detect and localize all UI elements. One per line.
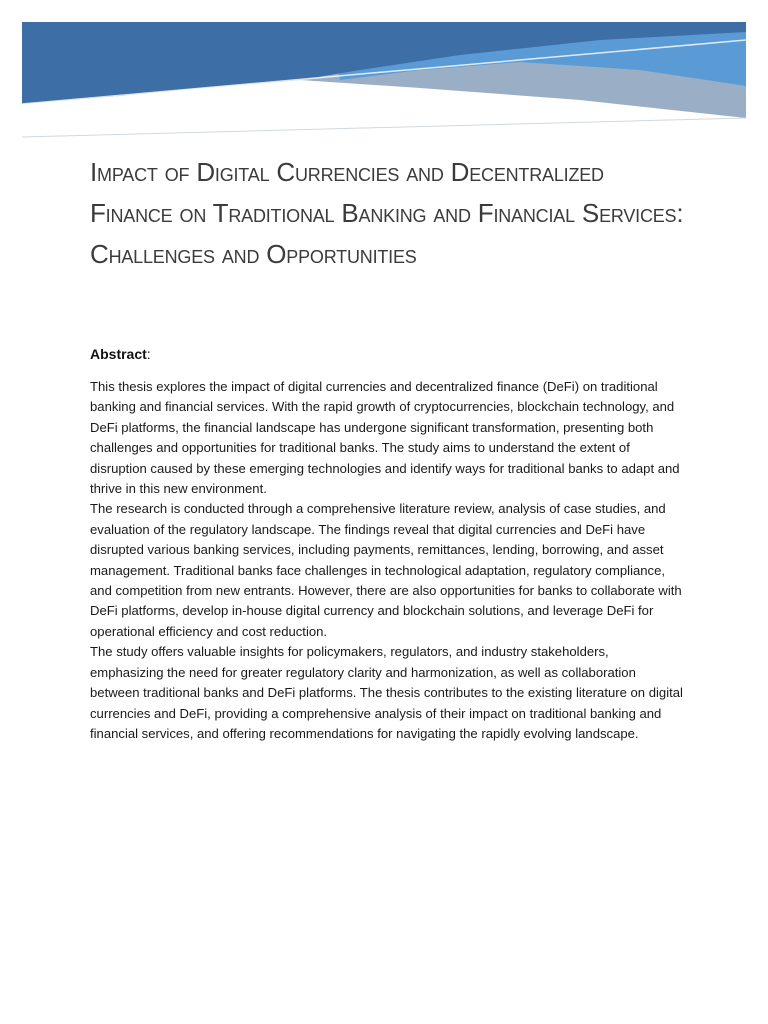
- abstract-label: Abstract: [90, 346, 147, 362]
- abstract-colon: :: [146, 346, 151, 362]
- document-title: Impact of Digital Currencies and Decentralized Finance on Traditional Banking and Financial Services: Challenges and Opportunities: [90, 157, 684, 269]
- abstract-paragraph-2: The research is conducted through a comprehensive literature review, analysis of case studies, and evaluation of the regulatory landscape. The findings reveal that digital currencies and DeFi have disrupted various banking services, including payments, remittances, lending, borrowing, and asset management. Traditional banks face challenges in technological adaptation, regulatory compliance, and competition from new entrants. However, there are also opportunities for banks to collaborate with DeFi platforms, develop in-house digital currency and blockchain solutions, and leverage DeFi for operational efficiency and cost reduction.: [90, 501, 682, 639]
- abstract-body: [90, 377, 684, 744]
- abstract-heading: [90, 344, 151, 364]
- abstract-paragraph-1: This thesis explores the impact of digital currencies and decentralized finance (DeFi) on traditional banking and financial services. With the rapid growth of cryptocurrencies, blockchain technology, and DeFi platforms, the financial landscape has undergone significant transformation, presenting both challenges and opportunities for traditional banks. The study aims to understand the extent of disruption caused by these emerging technologies and identify ways for traditional banks to adapt and thrive in this new environment.: [90, 379, 680, 497]
- abstract-paragraph-3: The study offers valuable insights for policymakers, regulators, and industry stakeholders, emphasizing the need for greater regulatory clarity and harmonization, as well as collaboration between traditional banks and DeFi platforms. The thesis contributes to the existing literature on digital currencies and DeFi, providing a comprehensive analysis of their impact on traditional banking and financial services, and offering recommendations for navigating the rapidly evolving landscape.: [90, 644, 683, 741]
- header-banner: [0, 0, 768, 150]
